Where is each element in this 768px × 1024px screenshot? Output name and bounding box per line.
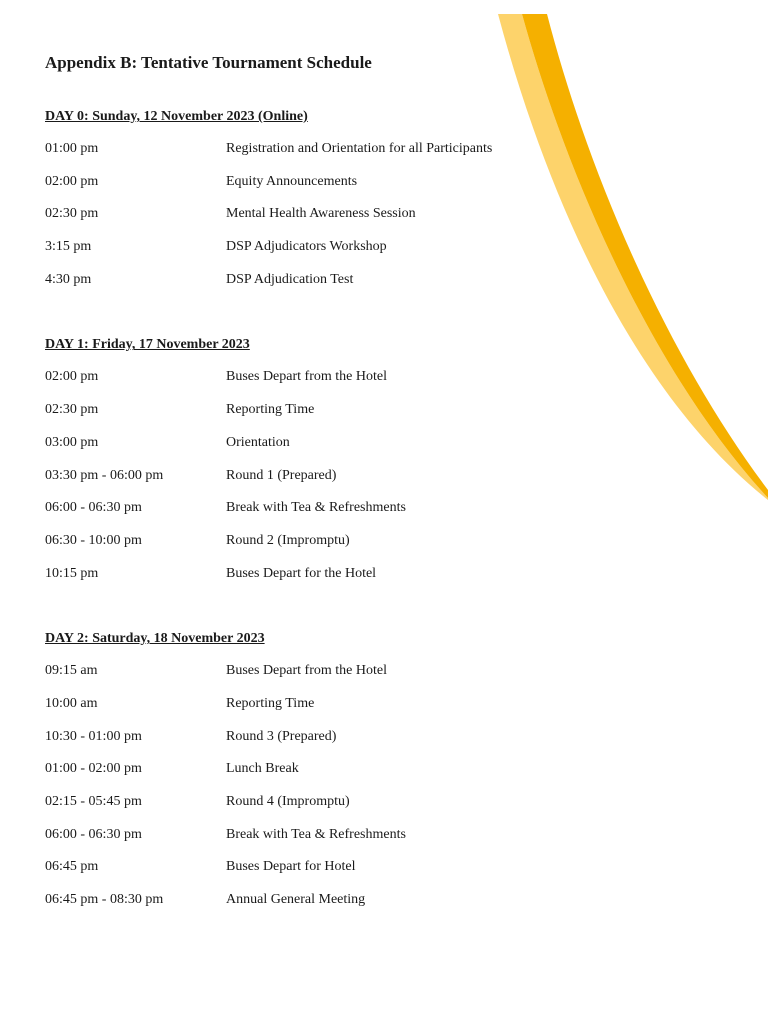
schedule-row bbox=[45, 394, 725, 427]
schedule-row bbox=[45, 492, 725, 525]
day-heading: DAY 2: Saturday, 18 November 2023 bbox=[45, 631, 265, 647]
day-heading: DAY 1: Friday, 17 November 2023 bbox=[45, 337, 250, 353]
row-time: 02:30 pm bbox=[45, 402, 99, 418]
row-event: Orientation bbox=[226, 434, 290, 450]
schedule-document bbox=[45, 50, 725, 917]
row-time: 4:30 pm bbox=[45, 271, 92, 287]
schedule-row bbox=[45, 721, 725, 754]
schedule-row bbox=[45, 851, 725, 884]
schedule-days bbox=[45, 106, 725, 917]
row-event: Annual General Meeting bbox=[226, 892, 366, 908]
row-time: 06:45 pm - 08:30 pm bbox=[45, 892, 164, 908]
schedule-row bbox=[45, 655, 725, 688]
row-time: 01:00 pm bbox=[45, 141, 99, 156]
schedule-row bbox=[45, 819, 725, 852]
schedule-row bbox=[45, 133, 725, 166]
schedule-row bbox=[45, 558, 725, 591]
schedule-row bbox=[45, 688, 725, 721]
row-event: Buses Depart from the Hotel bbox=[226, 663, 387, 679]
row-time: 02:30 pm bbox=[45, 206, 99, 222]
day-section bbox=[45, 628, 725, 917]
row-event: Break with Tea & Refreshments bbox=[226, 500, 406, 516]
schedule-row bbox=[45, 231, 725, 264]
schedule-row bbox=[45, 460, 725, 493]
row-event: Round 2 (Impromptu) bbox=[226, 532, 350, 548]
row-event: Buses Depart from the Hotel bbox=[226, 369, 387, 385]
row-time: 10:00 am bbox=[45, 695, 98, 711]
row-event: Equity Announcements bbox=[226, 173, 358, 189]
row-event: DSP Adjudication Test bbox=[226, 271, 354, 287]
row-time: 10:30 - 01:00 pm bbox=[45, 728, 142, 744]
schedule-row bbox=[45, 884, 725, 917]
row-time: 03:00 pm bbox=[45, 434, 99, 450]
schedule-rows bbox=[45, 133, 725, 296]
row-time: 01:00 - 02:00 pm bbox=[45, 761, 142, 777]
row-time: 3:15 pm bbox=[45, 239, 92, 255]
row-time: 02:15 - 05:45 pm bbox=[45, 794, 142, 809]
row-event: Reporting Time bbox=[226, 402, 315, 418]
row-event: Buses Depart for the Hotel bbox=[226, 565, 377, 581]
row-event: DSP Adjudicators Workshop bbox=[226, 239, 387, 255]
row-event: Registration and Orientation for all Participants bbox=[226, 141, 493, 156]
row-time: 06:00 - 06:30 pm bbox=[45, 500, 142, 516]
schedule-row bbox=[45, 525, 725, 558]
day-heading: DAY 0: Sunday, 12 November 2023 (Online) bbox=[45, 109, 308, 124]
row-time: 10:15 pm bbox=[45, 565, 99, 581]
row-event: Reporting Time bbox=[226, 695, 315, 711]
page-title: Appendix B: Tentative Tournament Schedule bbox=[45, 53, 372, 72]
row-event: Buses Depart for Hotel bbox=[226, 859, 356, 875]
schedule-row bbox=[45, 198, 725, 231]
row-event: Round 1 (Prepared) bbox=[226, 467, 337, 483]
row-event: Mental Health Awareness Session bbox=[226, 206, 416, 222]
row-event: Round 4 (Impromptu) bbox=[226, 794, 350, 809]
row-time: 06:30 - 10:00 pm bbox=[45, 532, 142, 548]
row-event: Round 3 (Prepared) bbox=[226, 728, 337, 744]
day-section bbox=[45, 334, 725, 590]
row-time: 09:15 am bbox=[45, 663, 98, 679]
schedule-row bbox=[45, 753, 725, 786]
row-time: 06:45 pm bbox=[45, 859, 99, 875]
day-section bbox=[45, 106, 725, 296]
row-time: 02:00 pm bbox=[45, 369, 99, 385]
row-event: Break with Tea & Refreshments bbox=[226, 826, 406, 842]
row-event: Lunch Break bbox=[226, 761, 299, 777]
schedule-row bbox=[45, 166, 725, 199]
row-time: 03:30 pm - 06:00 pm bbox=[45, 467, 164, 483]
schedule-rows bbox=[45, 361, 725, 590]
schedule-row bbox=[45, 361, 725, 394]
schedule-row bbox=[45, 427, 725, 460]
schedule-rows bbox=[45, 655, 725, 917]
row-time: 02:00 pm bbox=[45, 173, 99, 189]
row-time: 06:00 - 06:30 pm bbox=[45, 826, 142, 842]
schedule-row bbox=[45, 786, 725, 819]
schedule-row bbox=[45, 264, 725, 297]
